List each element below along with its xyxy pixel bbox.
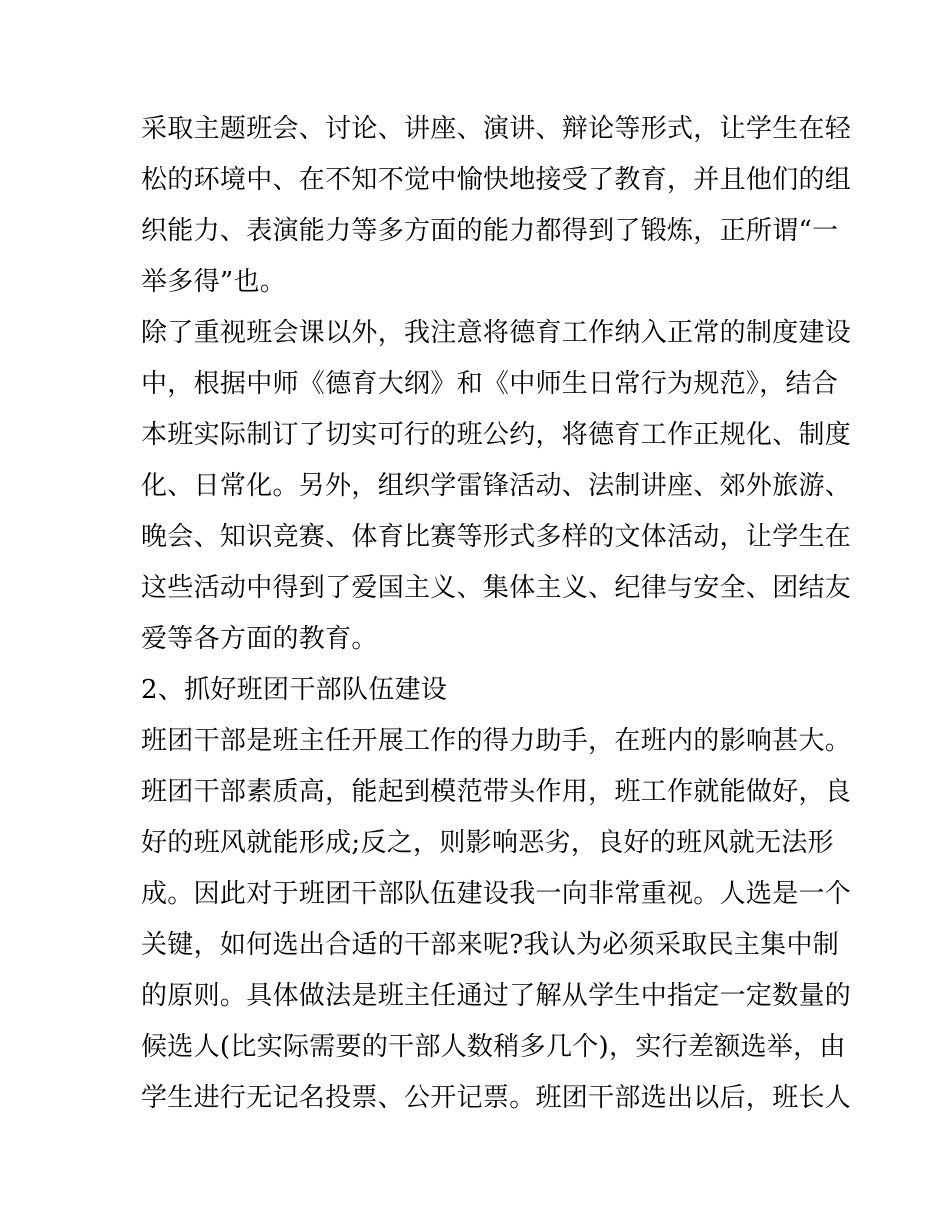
text-line: 中，根据中师《德育大纲》和《中师生日常行为规范》，结合	[141, 369, 839, 399]
text-line: 的原则。具体做法是班主任通过了解从学生中指定一定数量的	[141, 981, 852, 1011]
text-line: 采取主题班会、讨论、讲座、演讲、辩论等形式，让学生在轻	[141, 114, 852, 144]
section-heading: 2、抓好班团干部队伍建设	[141, 675, 448, 705]
text-line: 织能力、表演能力等多方面的能力都得到了锻炼，正所谓“一	[141, 216, 839, 246]
text-line: 候选人(比实际需要的干部人数稍多几个)，实行差额选举，由	[141, 1032, 846, 1062]
text-line: 晚会、知识竞赛、体育比赛等形式多样的文体活动，让学生在	[141, 522, 852, 552]
text-line: 好的班风就能形成;反之，则影响恶劣，良好的班风就无法形	[141, 828, 834, 858]
text-line: 爱等各方面的教育。	[141, 624, 378, 654]
text-line: 化、日常化。另外，组织学雷锋活动、法制讲座、郊外旅游、	[141, 471, 852, 501]
text-line: 班团干部是班主任开展工作的得力助手，在班内的影响甚大。	[141, 726, 852, 756]
text-line: 成。因此对于班团干部队伍建设我一向非常重视。人选是一个	[141, 879, 852, 909]
text-line: 本班实际制订了切实可行的班公约，将德育工作正规化、制度	[141, 420, 852, 450]
document-body	[141, 104, 852, 1124]
text-line: 关键，如何选出合适的干部来呢?我认为必须采取民主集中制	[141, 930, 840, 960]
text-line: 学生进行无记名投票、公开记票。班团干部选出以后，班长人	[141, 1083, 852, 1113]
text-line: 这些活动中得到了爱国主义、集体主义、纪律与安全、团结友	[141, 573, 852, 603]
text-line: 举多得”也。	[141, 267, 287, 297]
text-line: 松的环境中、在不知不觉中愉快地接受了教育，并且他们的组	[141, 165, 852, 195]
text-line: 除了重视班会课以外，我注意将德育工作纳入正常的制度建设	[141, 318, 852, 348]
text-line: 班团干部素质高，能起到模范带头作用，班工作就能做好，良	[141, 777, 852, 807]
